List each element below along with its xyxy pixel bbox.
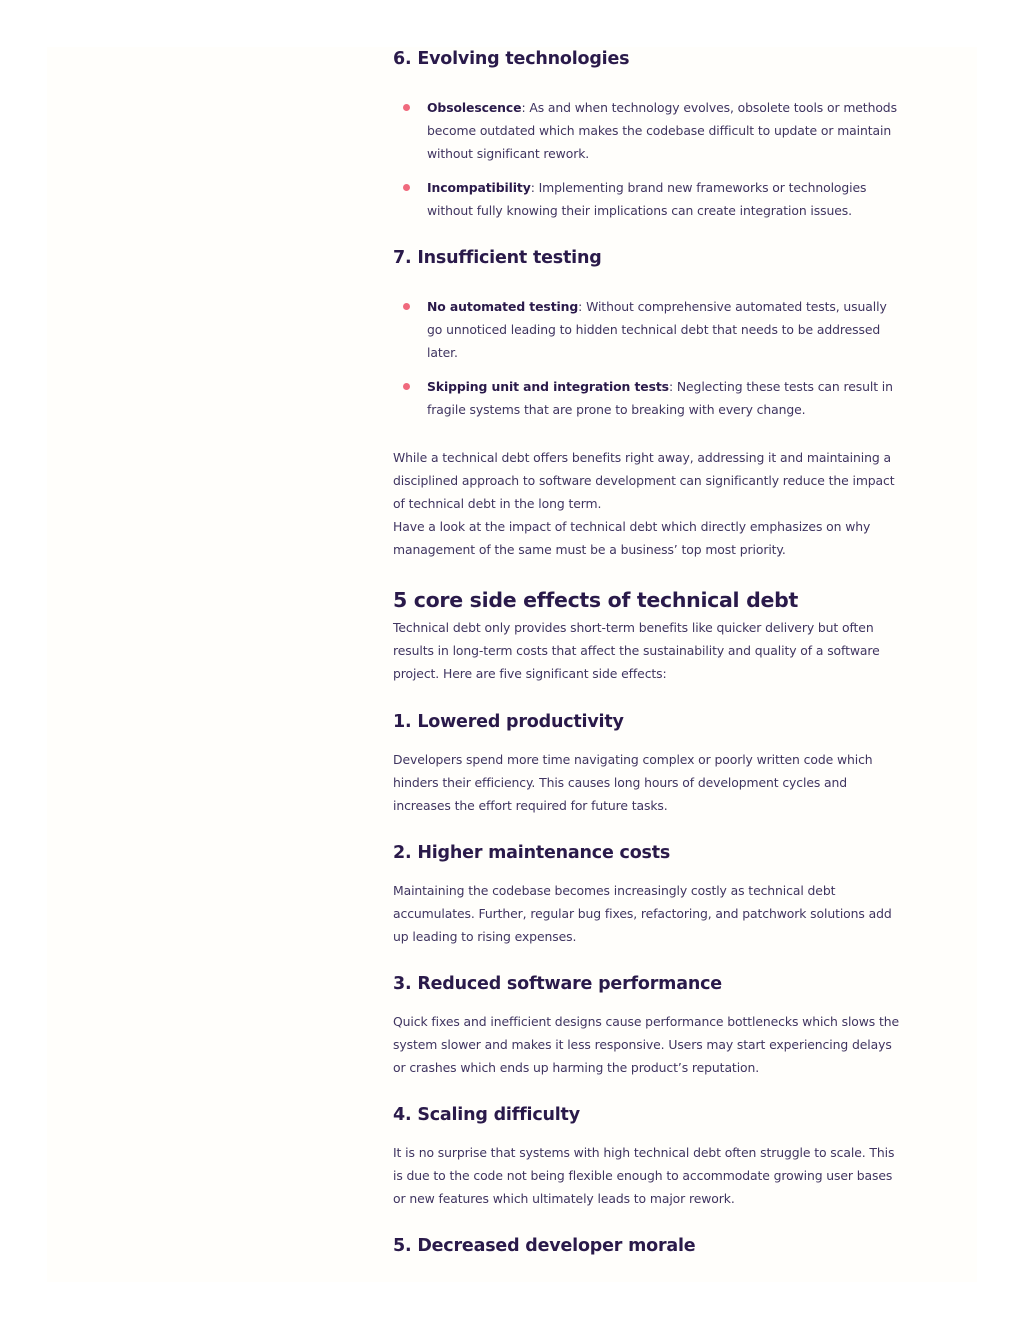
effect-heading-lowered-productivity: 1. Lowered productivity [393,712,624,732]
list-item-term: Skipping unit and integration tests [427,379,669,394]
article-body [393,46,905,1259]
list-item-text: : Implementing brand new frameworks or technologies without fully knowing their implications can create integration issues. [427,180,867,218]
side-effects-intro: Technical debt only provides short-term benefits like quicker delivery but often results in long-term costs that affect the sustainability and quality of a software project. Here are five significant side effects: [393,620,880,681]
list-item-text: : As and when technology evolves, obsolete tools or methods become outdated which makes the codebase difficult to update or maintain without significant rework. [427,100,897,161]
list-item-text: : Without comprehensive automated tests, usually go unnoticed leading to hidden technical debt that needs to be addressed later. [427,299,887,360]
effect-text-maintenance-costs: Maintaining the codebase becomes increasingly costly as technical debt accumulates. Further, regular bug fixes, refactoring, and patchwork solutions add up leading to rising expenses. [393,883,892,944]
section-heading-evolving-technologies: 6. Evolving technologies [393,49,630,69]
section-heading-insufficient-testing: 7. Insufficient testing [393,248,602,268]
side-effects-heading: 5 core side effects of technical debt [393,588,798,612]
list-item-text: : Neglecting these tests can result in fragile systems that are prone to breaking with every change. [427,379,893,417]
bullet-dot-icon [403,104,410,111]
effect-heading-software-performance: 3. Reduced software performance [393,974,722,994]
list-item-term: No automated testing [427,299,579,314]
list-item-term: Obsolescence [427,100,522,115]
evolving-technologies-list [393,96,905,222]
bullet-dot-icon [403,383,410,390]
effect-text-scaling-difficulty: It is no surprise that systems with high technical debt often struggle to scale. This is due to the code not being flexible enough to accommodate growing user bases or new features which ultimately leads to major rework. [393,1145,895,1206]
impact-paragraph: Have a look at the impact of technical debt which directly emphasizes on why management of the same must be a business’ top most priority. [393,519,871,557]
effect-heading-maintenance-costs: 2. Higher maintenance costs [393,843,671,863]
effect-text-software-performance: Quick fixes and inefficient designs cause performance bottlenecks which slows the system slower and makes it less responsive. Users may start experiencing delays or crashes which ends up harming the product’s reputation. [393,1014,900,1075]
insufficient-testing-list [393,295,905,421]
list-item-no-automated-testing [393,295,905,364]
list-item-incompatibility [393,176,905,222]
bullet-dot-icon [403,303,410,310]
list-item-term: Incompatibility [427,180,531,195]
list-item-obsolescence [393,96,905,165]
list-item-skipping-tests [393,375,905,421]
bullet-dot-icon [403,184,410,191]
effect-heading-scaling-difficulty: 4. Scaling difficulty [393,1105,580,1125]
effect-text-lowered-productivity: Developers spend more time navigating complex or poorly written code which hinders their efficiency. This causes long hours of development cycles and increases the effort required for future tasks. [393,752,873,813]
effect-heading-developer-morale: 5. Decreased developer morale [393,1236,696,1256]
summary-paragraph: While a technical debt offers benefits right away, addressing it and maintaining a disciplined approach to software development can significantly reduce the impact of technical debt in the long term. [393,450,895,511]
